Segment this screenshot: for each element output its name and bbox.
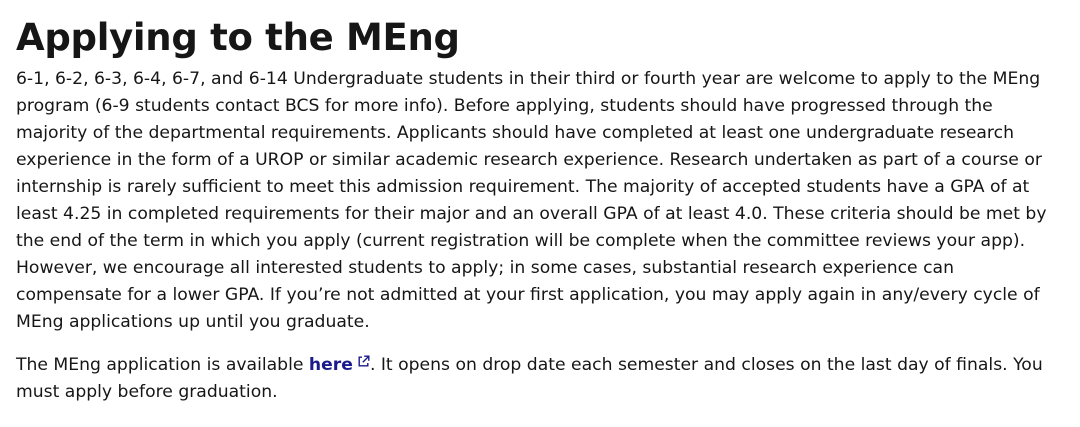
application-text-before-link: The MEng application is available [16, 355, 309, 375]
external-link-icon [357, 355, 370, 368]
application-paragraph [16, 352, 1050, 406]
page-title: Applying to the MEng [16, 16, 460, 59]
application-link[interactable] [309, 355, 370, 375]
eligibility-paragraph: 6-1, 6-2, 6-3, 6-4, 6-7, and 6-14 Undergraduate students in their third or fourth year are welcome to apply to the MEng program (6-9 students contact BCS for more info). Before applying, students should have progressed through the majority of the departmental requirements. Applicants should have completed at least one undergraduate research experience in the form of a UROP or similar academic research experience. Research undertaken as part of a course or internship is rarely sufficient to meet this admission requirement. The majority of accepted students have a GPA of at least 4.25 in completed requirements for their major and an overall GPA of at least 4.0. These criteria should be met by the end of the term in which you apply (current registration will be complete when the committee reviews your app). However, we encourage all interested students to apply; in some cases, substantial research experience can compensate for a lower GPA. If you’re not admitted at your first application, you may apply again in any/every cycle of MEng applications up until you graduate. [16, 69, 1047, 332]
application-link-label: here [308, 355, 353, 375]
application-text-after-link: . It opens on drop date each semester and closes on the last day of finals. You must apply before graduation. [16, 355, 1043, 402]
